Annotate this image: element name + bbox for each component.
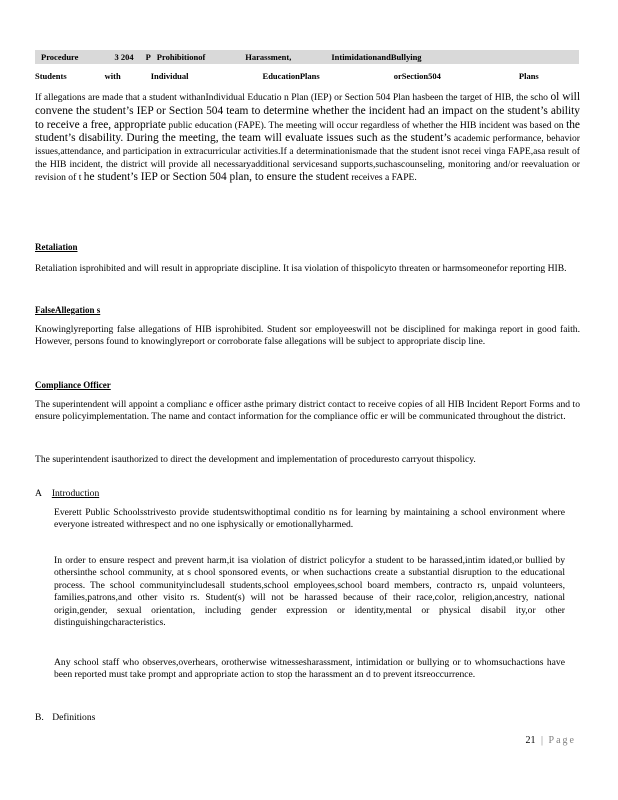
procedure-number: 3 204 xyxy=(114,52,134,62)
introduction-list-item xyxy=(35,488,99,499)
paragraph-text: The superintendent will appoint a complianc e officer asthe primary district contact to receive copies of all HIB Incident Report Forms and to ensure policyimplementation. The name and contact information for the compliance offic er will be communicated throughout the district. xyxy=(35,399,580,423)
section-subheader xyxy=(35,71,579,81)
list-marker: A xyxy=(35,488,42,499)
procedure-title-part-2: Harassment, xyxy=(245,52,292,62)
paragraph-text: receives a FAPE. xyxy=(351,172,417,183)
introduction-heading: Introduction xyxy=(51,488,100,499)
paragraph-text-large: the student’s disability. During the meeting, the team will evaluate issues such as the student’s xyxy=(35,118,580,145)
false-allegations-paragraph xyxy=(35,324,580,349)
retaliation-paragraph xyxy=(35,263,580,275)
footer-separator: | xyxy=(541,735,544,746)
page-number: 21 xyxy=(525,735,536,746)
paragraph-text: public education (FAPE). The meeting will occur regardless of whether the HIB incident was based on xyxy=(168,119,564,131)
page-label: Page xyxy=(548,735,576,746)
subheader-word: Students xyxy=(35,71,67,81)
definitions-heading: Definitions xyxy=(52,712,96,723)
paragraph-text: In order to ensure respect and prevent harm,it isa violation of district policyfor a student to be harassed,intim idated,or bullied by othersinthe school community, at s chool sponsored events, or when suchactions create a substantial disruption to the educational process. The school communityincludesall students,school employees,school board members, contracto rs, unpaid volunteers, families,patrons,and other visito rs. Student(s) will not be harassed because of their race,color, religion,ancestry, national origin,gender, sexual orientation, including gender expression or identity,mental or physical disabil ity,or other distinguishingcharacteristics. xyxy=(54,555,565,629)
page-footer xyxy=(526,735,576,746)
subheader-word: Plans xyxy=(518,71,539,81)
paragraph-text-large: ol will convene the student’s IEP or Section 504 team to determine whether the incident had an impact on the student’s ability to receive a free, appropriate xyxy=(35,91,580,131)
paragraph-text: If allegations are made that a student withanIndividual Educatio n Plan (IEP) or Section 504 Plan hasbeen the target of HIB, the scho xyxy=(35,92,548,103)
procedure-header-bar xyxy=(35,50,579,64)
compliance-officer-heading: Compliance Officer xyxy=(35,380,111,390)
paragraph-text: academic performance, behavior issues,attendance, and participation in extracurricular activities.If a determinationismade that the student isnot recei vinga FAPE,asa result of the HIB incident, the district will provide all necessaryadditional servicesand supports,suchascounseling, monitoring and/or reevaluation or revision of t xyxy=(35,133,580,183)
paragraph-text-large: he student’s IEP or Section 504 plan, to ensure the student xyxy=(83,171,349,183)
procedure-label: Procedure xyxy=(41,52,79,62)
procedure-title-part-3: IntimidationandBullying xyxy=(331,52,422,62)
false-allegations-heading: FalseAllegation s xyxy=(35,305,101,315)
compliance-paragraph-1 xyxy=(35,399,580,424)
subheader-word: Individual xyxy=(150,71,189,81)
definitions-list-item xyxy=(35,712,95,723)
retaliation-heading: Retaliation xyxy=(35,242,78,252)
paragraph-text: Everett Public Schoolsstrivesto provide studentswithoptimal conditio ns for learning by maintaining a school environment where everyone istreated withrespect and no one isphysically or emotionallyharmed. xyxy=(54,507,565,531)
introduction-paragraph-2 xyxy=(54,555,565,629)
iep-504-paragraph xyxy=(35,91,580,185)
paragraph-text: The superintendent isauthorized to direct the development and implementation of proceduresto carryout thispolicy. xyxy=(35,454,476,465)
subheader-word: orSection504 xyxy=(393,71,441,81)
paragraph-text: Retaliation isprohibited and will result in appropriate discipline. It isa violation of thispolicyto threaten or harmsomeonefor reporting HIB. xyxy=(35,263,567,274)
introduction-paragraph-1 xyxy=(54,507,565,532)
paragraph-text: Knowinglyreporting false allegations of HIB isprohibited. Student sor employeeswill not be disciplined for makinga report in good faith. However, persons found to knowinglyreport or corroborate false allegations will be subject to appropriate discip line. xyxy=(35,324,580,348)
subheader-word: EducationPlans xyxy=(262,71,320,81)
procedure-code: P xyxy=(145,52,151,62)
paragraph-text: Any school staff who observes,overhears, orotherwise witnessesharassment, intimidation or bullying or to whomsuchactions have been reported must take prompt and appropriate action to stop the harassment an d to prevent itsreoccurrence. xyxy=(54,657,565,681)
procedure-title-part-1: Prohibitionof xyxy=(156,52,206,62)
compliance-paragraph-2 xyxy=(35,454,580,466)
list-marker: B. xyxy=(35,712,44,723)
subheader-word: with xyxy=(104,71,121,81)
introduction-paragraph-3 xyxy=(54,657,565,682)
